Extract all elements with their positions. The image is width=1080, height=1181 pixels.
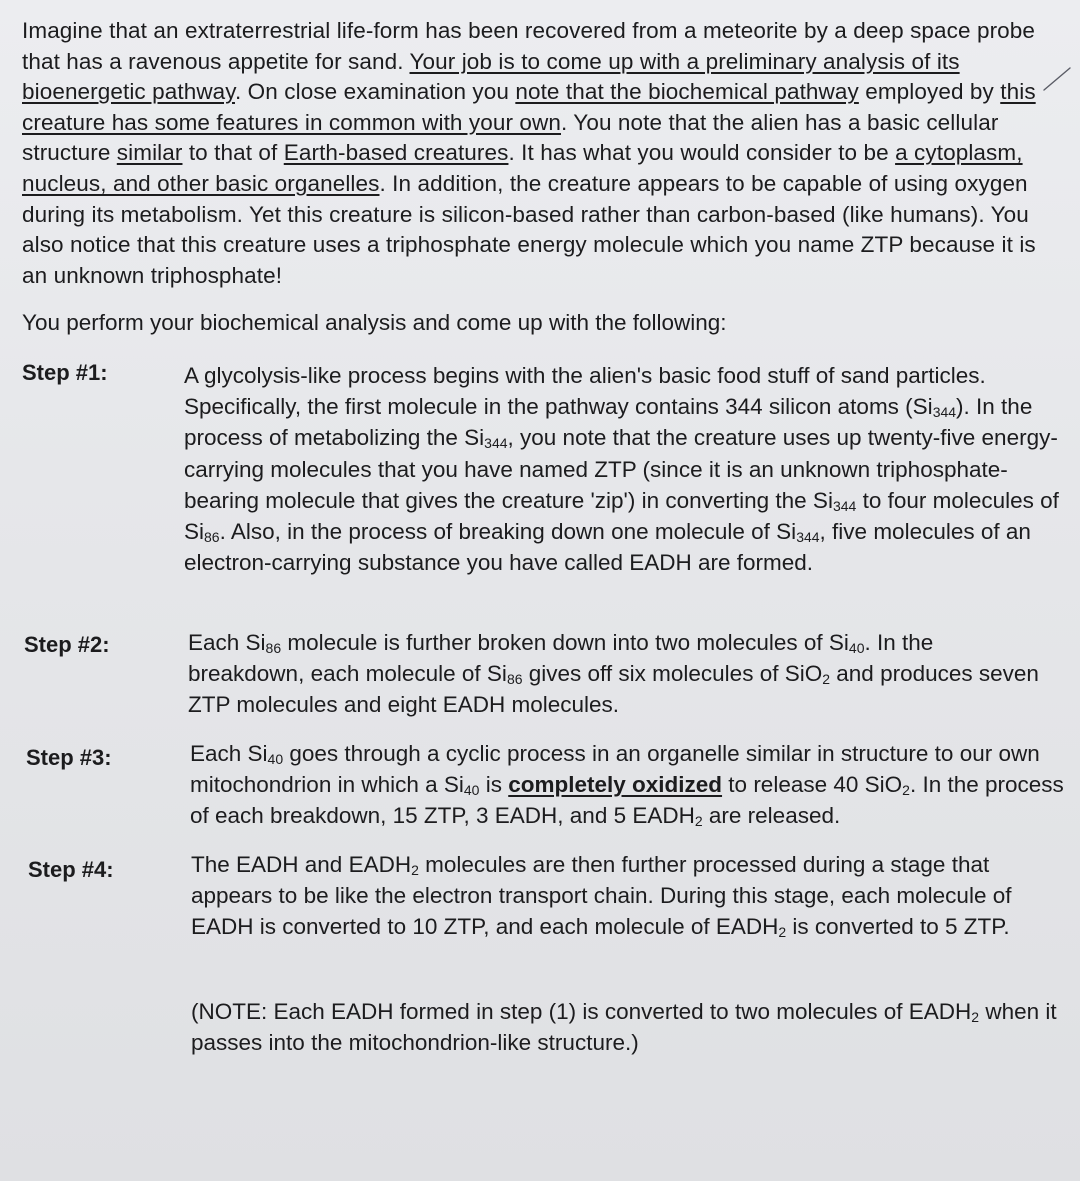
step-3-text: Each $Si_{40}$ goes through a cyclic process in an organelle similar in structure to our own mitochondrion in which a $Si_{40}$ is completely oxidized to release 40 SiO$_2$. In the process of each breakdown, 15 ZTP, 3 EADH, and 5 $EADH_2$ are released. [190,741,1064,830]
intro-underlined-text: note that the biochemical pathway [515,79,859,105]
intro-text: to that of [182,140,284,166]
intro-underlined-text: similar [116,140,183,166]
intro-text: . It has what you would consider to be [508,140,896,166]
intro-underlined-text: this creature has some features in common with your own [22,79,1036,135]
intro-text: employed by [858,79,1001,105]
intro-underlined-text: Your job is to come up with a preliminary analysis of its bioenergetic pathway [22,48,960,105]
handwritten-check-icon [1042,64,1072,94]
analysis-lead: You perform your biochemical analysis and come up with the following: [22,310,727,335]
intro-text: . On close examination you [234,79,516,105]
intro-underlined-text: Earth-based creatures [283,140,509,166]
step-3-label: Step #3: [26,745,112,770]
intro-text: Imagine that an extraterrestrial life-form has been recovered from a meteorite by a deep space probe that has a ravenous appetite for sand. [22,18,1036,74]
intro-text: . You note that the alien has a basic cellular structure [22,109,999,166]
intro-underlined-text: a cytoplasm, nucleus, and other basic organelles [22,140,1023,196]
step-2-label: Step #2: [24,632,110,657]
emphasized-text: completely oxidized [508,772,723,798]
intro-paragraph [22,16,1062,291]
step-4-text: The EADH and $EADH_2$ molecules are then further processed during a stage that appears to be like the electron transport chain. During this stage, each molecule of EADH is converted to 10 ZTP, and each molecule of $EADH_2$ is converted to 5 ZTP. [191,852,1012,941]
step-1-text: A glycolysis-like process begins with the alien's basic food stuff of sand particles. Specifically, the first molecule in the pathway contains 344 silicon atoms $(Si_{344})$. In the process of metabolizing the $Si_{344}$, you note that the creature uses up twenty-five energy- carrying molecules that you have named ZTP (since it is an unknown triphosphate-bearing molecule that gives the creature 'zip') in converting the $Si_{344}$ to four molecules of $Si_{86}$. Also, in the process of breaking down one molecule of $Si_{344}$, five molecules of an electron-carrying substance you have called EADH are formed. [184,363,1059,576]
intro-text: . In addition, the creature appears to be capable of using oxygen during its metabolism. Yet this creature is silicon-based rather than carbon-based (like humans). You also notice that this creature uses a triphosphate energy molecule which you name ZTP because it is an unknown triphosphate! [22,170,1036,288]
step-2-text: Each $Si_{86}$ molecule is further broken down into two molecules of $Si_{40}$. In the breakdown, each molecule of $Si_{86}$ gives off six molecules of SiO$_2$ and produces seven ZTP molecules and eight EADH molecules. [188,630,1039,718]
step-4-note: (NOTE: Each EADH formed in step (1) is converted to two molecules of $EADH_2$ when it passes into the mitochondrion-like structure.) [191,999,1057,1056]
step-1-label: Step #1: [22,360,108,385]
step-4-label: Step #4: [28,857,114,882]
